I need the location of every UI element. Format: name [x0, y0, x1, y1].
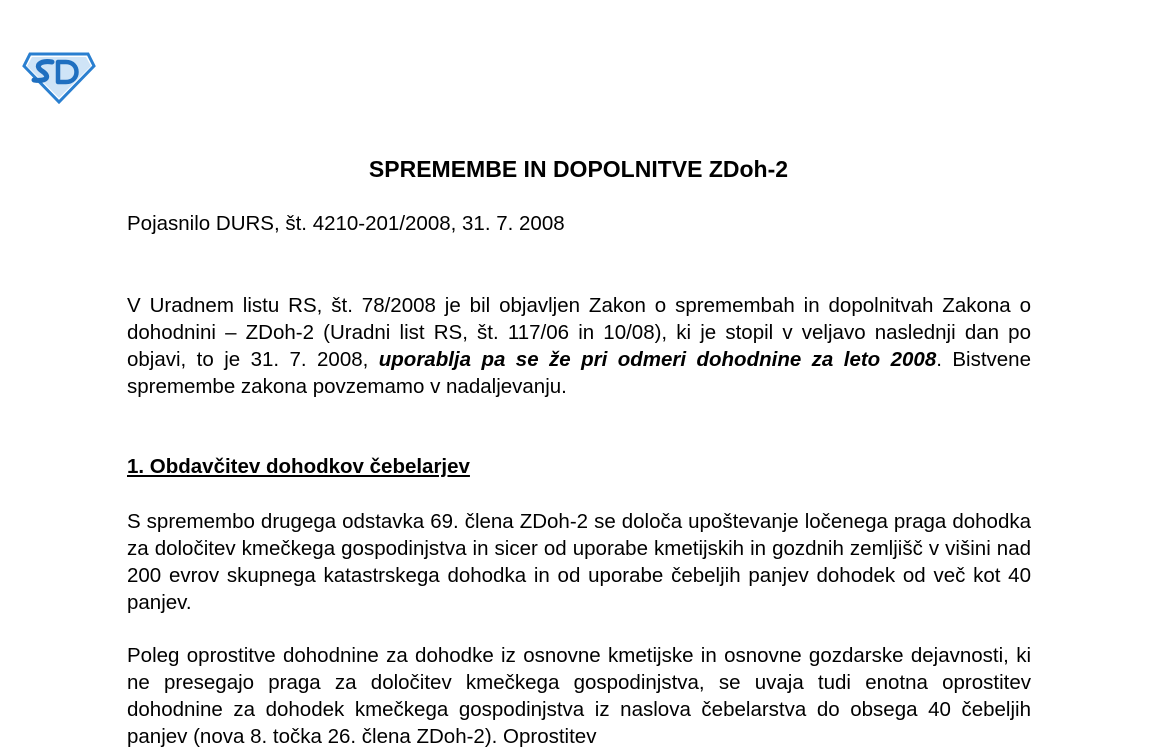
section-paragraph: S spremembo drugega odstavka 69. člena ZDoh-2 se določa upoštevanje ločenega praga dohodka za določitev kmečkega gospodinjstva in sicer od uporabe kmetijskih in gozdnih zemljišč v višini nad 200 evrov skupnega katastrskega dohodka in od uporabe čebeljih panjev dohodek od več kot 40 panjev.: [127, 510, 1031, 614]
intro-paragraph: [127, 292, 1031, 400]
intro-text: V Uradnem listu RS, št. 78/2008 je bil objavljen Zakon o spremembah in dopolnitvah Zakona o dohodnini – ZDoh-2 (Uradni list RS, št. 117/06 in 10/08), ki je stopil v veljavo naslednji dan po objavi, to je 31. 7. 2008,: [127, 294, 1031, 371]
section-paragraph-2: Poleg oprostitve dohodnine za dohodke iz osnovne kmetijske in osnovne gozdarske dejavnosti, ki ne presegajo praga za določitev kmečkega gospodinjstva, se uvaja tudi enotna oprostitev dohodnine za dohodek kmečkega gospodinjstva iz naslova čebelarstva do obsega 40 čebeljih panjev (nova 8. točka 26. člena ZDoh-2). Oprostitev: [127, 644, 1031, 748]
sd-shield-logo-icon: [22, 48, 96, 104]
logo: [22, 48, 96, 104]
document-title: SPREMEMBE IN DOPOLNITVE ZDoh-2: [368, 156, 789, 182]
document-subtitle: Pojasnilo DURS, št. 4210-201/2008, 31. 7. 2008: [127, 212, 565, 235]
intro-emphasis: uporablja pa se že pri odmeri dohodnine za leto 2008: [378, 348, 937, 371]
intro-text-end: . Bistvene spremembe zakona povzemamo v nadaljevanju.: [127, 348, 1031, 398]
section-heading: 1. Obdavčitev dohodkov čebelarjev: [127, 455, 470, 478]
